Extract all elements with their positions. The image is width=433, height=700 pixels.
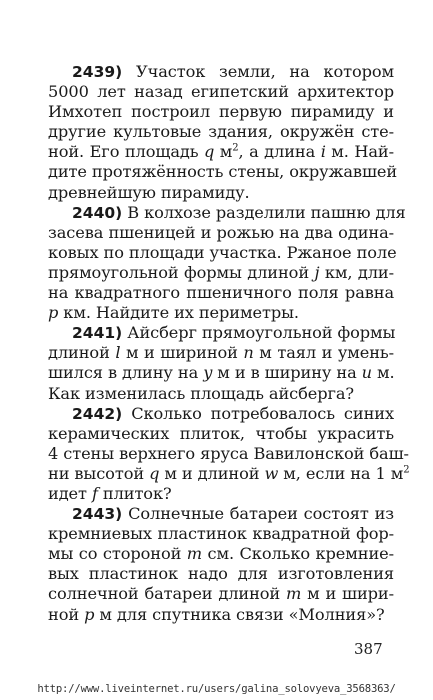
- text-line: [48, 584, 394, 604]
- page-number: 387: [354, 640, 383, 658]
- variable: u: [361, 363, 372, 383]
- problem-number: 2441): [72, 324, 123, 343]
- text-span: км, дли-: [319, 262, 394, 282]
- problem-2442: [48, 403, 410, 504]
- text-span: дите протяжённость стены, окружавшей: [48, 162, 398, 182]
- text-span: длиной: [48, 343, 116, 363]
- variable: q: [149, 463, 160, 483]
- problem-number: 2443): [72, 505, 123, 524]
- text-line: [48, 82, 394, 102]
- text-span: мы со стороной: [48, 544, 187, 564]
- text-span: ковых по площади участка. Ржаное поле: [48, 242, 397, 262]
- problem-2440: [48, 202, 406, 324]
- text-span: засева пшеницей и рожью на два одина-: [48, 222, 394, 242]
- text-span: м и шири-: [301, 584, 394, 604]
- text-span: шился в длину на: [48, 363, 204, 383]
- text-span: м, если на 1 м: [278, 463, 404, 483]
- text-line: [48, 162, 398, 182]
- variable: m: [286, 584, 302, 604]
- variable: i: [320, 142, 326, 162]
- text-line: [48, 183, 394, 203]
- variable: f: [91, 483, 98, 503]
- text-span: ной: [48, 604, 85, 624]
- problem-2441: [48, 323, 394, 403]
- text-span: Солнечные батареи состоят из: [128, 504, 394, 524]
- text-span: кремниевых пластинок квадратной фор-: [48, 524, 394, 544]
- text-line: [48, 544, 394, 564]
- text-span: 5000 лет назад египетский архитектор: [48, 82, 394, 102]
- superscript: 2: [403, 464, 410, 476]
- text-line: [48, 62, 394, 82]
- text-line: [48, 404, 394, 424]
- text-span: м и длиной: [159, 463, 265, 483]
- text-span: Сколько потребовалось синих: [131, 403, 394, 423]
- text-line: [48, 504, 394, 524]
- problem-number: 2442): [72, 404, 123, 423]
- text-span: солнечной батареи длиной: [48, 584, 286, 604]
- text-line: [48, 242, 397, 263]
- text-line: [48, 223, 394, 243]
- problem-2439: [48, 62, 398, 203]
- text-line: [48, 605, 394, 625]
- text-span: м для спутника связи «Молния»?: [94, 604, 385, 624]
- text-line: [48, 323, 394, 343]
- text-span: Айсберг прямоугольной формы: [127, 323, 396, 343]
- superscript: 2: [232, 142, 239, 154]
- text-span: 4 стены верхнего яруса Вавилонской баш-: [48, 443, 409, 463]
- text-span: м таял и умень-: [253, 343, 395, 363]
- text-span: керамических плиток, чтобы украсить: [48, 423, 394, 443]
- problem-2443: [48, 504, 394, 625]
- variable: n: [243, 343, 254, 363]
- text-line: [48, 463, 410, 484]
- text-span: м.: [372, 363, 395, 383]
- variable: j: [314, 262, 320, 282]
- text-span: м: [214, 142, 233, 162]
- text-span: см. Сколько кремние-: [202, 544, 395, 564]
- text-line: [48, 443, 409, 464]
- text-line: [48, 564, 394, 584]
- text-line: [48, 283, 394, 303]
- text-span: м и в ширину на: [212, 363, 362, 383]
- text-line: [48, 202, 406, 223]
- variable: p: [84, 604, 95, 624]
- text-line: [48, 384, 394, 404]
- text-line: [48, 343, 394, 363]
- variable: m: [186, 544, 203, 564]
- text-line: [48, 102, 394, 122]
- text-span: другие культовые здания, окружён сте-: [48, 122, 394, 142]
- text-line: [48, 363, 394, 383]
- problems-text: [48, 62, 410, 625]
- text-span: Имхотеп построил первую пирамиду и: [48, 102, 394, 122]
- text-line: [48, 303, 394, 323]
- text-span: Как изменилась площадь айсберга?: [48, 383, 355, 403]
- problem-number: 2439): [72, 63, 123, 81]
- problem-number: 2440): [72, 203, 123, 222]
- text-span: плиток?: [97, 483, 172, 503]
- text-line: [48, 142, 394, 162]
- text-span: В колхозе разделили пашню для: [127, 202, 406, 222]
- watermark-url: http://www.liveinternet.ru/users/galina_solovyeva_3568363/: [37, 683, 396, 695]
- text-line: [48, 122, 394, 142]
- text-span: на квадратного пшеничного поля равна: [48, 283, 394, 303]
- text-line: [48, 424, 394, 444]
- text-span: м и шириной: [120, 343, 244, 363]
- text-span: ной. Его площадь: [48, 142, 204, 162]
- variable: y: [203, 363, 213, 383]
- text-span: км. Найдите их периметры.: [58, 303, 299, 323]
- text-span: вых пластинок надо для изготовления: [48, 564, 394, 584]
- text-span: ни высотой: [48, 463, 150, 483]
- text-span: древнейшую пирамиду.: [48, 182, 250, 202]
- text-line: [48, 524, 394, 544]
- text-line: [48, 484, 394, 504]
- text-line: [48, 263, 394, 283]
- text-span: Участок земли, на котором: [136, 62, 394, 81]
- text-span: прямоугольной формы длиной: [48, 262, 315, 282]
- text-span: , а длина: [238, 142, 321, 162]
- variable: q: [203, 142, 215, 162]
- variable: w: [264, 463, 279, 483]
- variable: l: [115, 343, 121, 363]
- variable: p: [48, 303, 59, 323]
- text-span: м. Най-: [325, 142, 394, 162]
- text-span: идет: [48, 483, 92, 503]
